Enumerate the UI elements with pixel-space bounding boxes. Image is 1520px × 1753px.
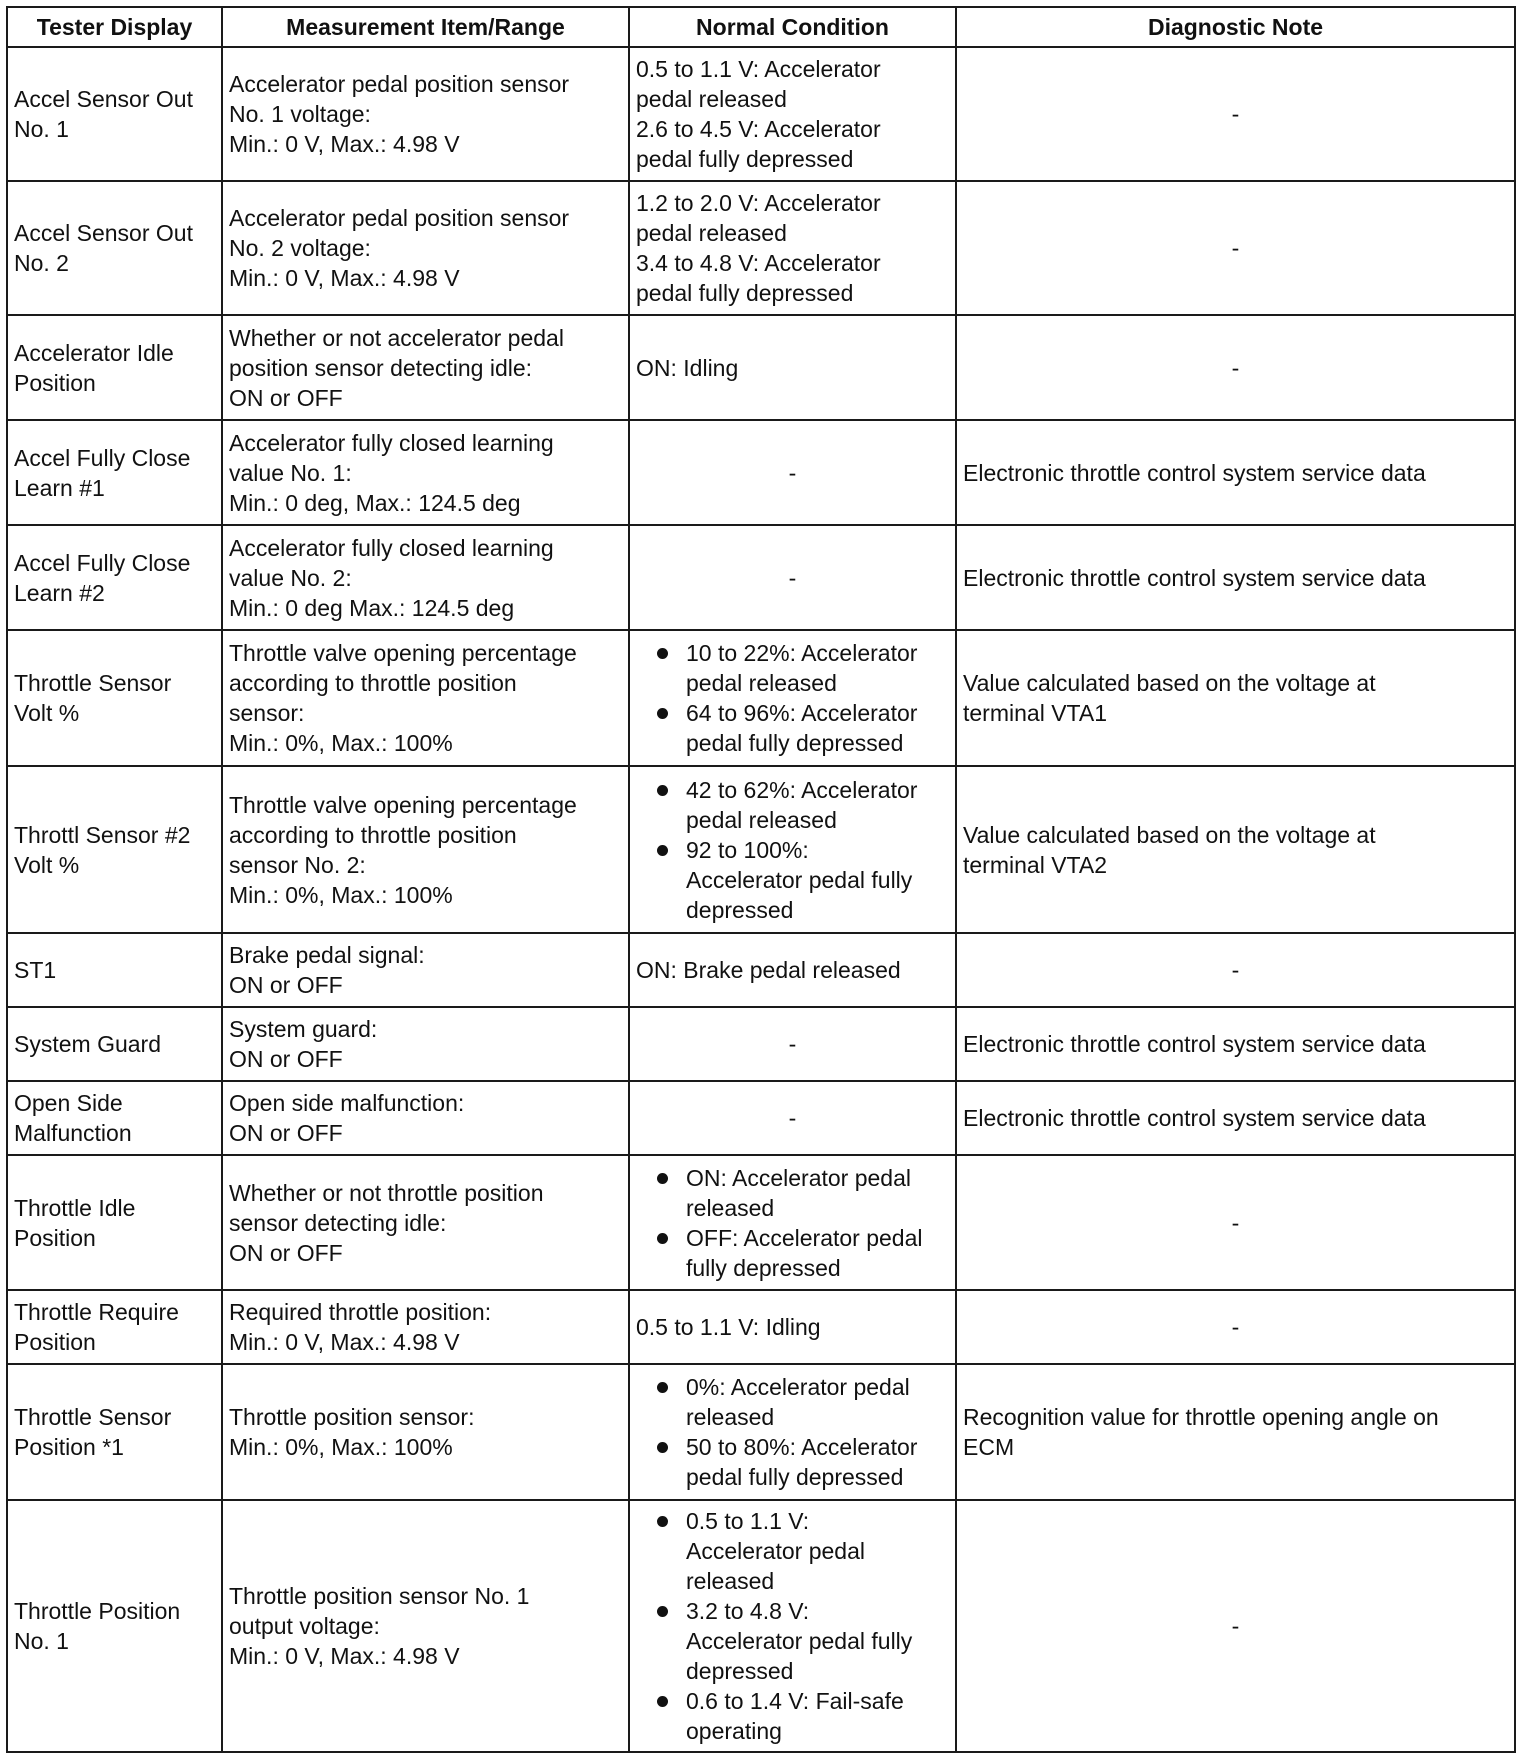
tester-display-cell: ST1 (7, 933, 222, 1007)
diagnostic-note-cell: - (956, 47, 1515, 181)
list-item: 92 to 100%: Accelerator pedal fully depressed (636, 835, 949, 925)
tester-display-cell: Accel Fully Close Learn #1 (7, 420, 222, 525)
tester-display-cell: Accel Sensor Out No. 1 (7, 47, 222, 181)
tester-display-cell: System Guard (7, 1007, 222, 1081)
measurement-cell: Accelerator pedal position sensor No. 2 voltage: Min.: 0 V, Max.: 4.98 V (222, 181, 629, 315)
measurement-cell: System guard: ON or OFF (222, 1007, 629, 1081)
table-row (7, 766, 1515, 933)
table-row (7, 1500, 1515, 1752)
table-row (7, 1007, 1515, 1081)
list-item: 42 to 62%: Accelerator pedal released (636, 775, 949, 835)
tester-display-cell: Throttle Idle Position (7, 1155, 222, 1290)
measurement-cell: Throttle position sensor No. 1 output voltage: Min.: 0 V, Max.: 4.98 V (222, 1500, 629, 1752)
bullet-icon (657, 648, 668, 659)
bullet-icon (657, 1382, 668, 1393)
diagnostic-note-cell: Electronic throttle control system service data (956, 525, 1515, 630)
table-row (7, 933, 1515, 1007)
bullet-list (636, 638, 949, 758)
normal-condition-cell (629, 1364, 956, 1500)
diagnostic-note-cell: Value calculated based on the voltage at terminal VTA1 (956, 630, 1515, 766)
normal-condition-cell (629, 630, 956, 766)
list-item: 0.6 to 1.4 V: Fail-safe operating (636, 1686, 949, 1746)
diagnostic-note-cell: Recognition value for throttle opening angle on ECM (956, 1364, 1515, 1500)
table-row (7, 47, 1515, 181)
bullet-list (636, 1372, 949, 1492)
bullet-icon (657, 1233, 668, 1244)
diagnostic-note-cell: Electronic throttle control system service data (956, 420, 1515, 525)
list-item: 0.5 to 1.1 V: Accelerator pedal released (636, 1506, 949, 1596)
diagnostic-note-cell: - (956, 1155, 1515, 1290)
bullet-icon (657, 785, 668, 796)
table-row (7, 1290, 1515, 1364)
header-diagnostic-note: Diagnostic Note (956, 7, 1515, 47)
tester-display-cell: Throttl Sensor #2 Volt % (7, 766, 222, 933)
tester-display-cell: Open Side Malfunction (7, 1081, 222, 1155)
normal-condition-cell: 0.5 to 1.1 V: Accelerator pedal released 2.6 to 4.5 V: Accelerator pedal fully depressed (629, 47, 956, 181)
diagnostic-note-cell: Electronic throttle control system service data (956, 1007, 1515, 1081)
measurement-cell: Throttle valve opening percentage according to throttle position sensor: Min.: 0%, Max.: 100% (222, 630, 629, 766)
measurement-cell: Whether or not throttle position sensor detecting idle: ON or OFF (222, 1155, 629, 1290)
measurement-cell: Whether or not accelerator pedal position sensor detecting idle: ON or OFF (222, 315, 629, 420)
list-item: 64 to 96%: Accelerator pedal fully depressed (636, 698, 949, 758)
diagnostic-note-cell: - (956, 315, 1515, 420)
normal-condition-cell: - (629, 1081, 956, 1155)
tester-display-cell: Throttle Position No. 1 (7, 1500, 222, 1752)
data-list-table (6, 6, 1516, 1753)
measurement-cell: Brake pedal signal: ON or OFF (222, 933, 629, 1007)
bullet-icon (657, 708, 668, 719)
tester-display-cell: Throttle Sensor Position *1 (7, 1364, 222, 1500)
list-item: 50 to 80%: Accelerator pedal fully depressed (636, 1432, 949, 1492)
bullet-icon (657, 1442, 668, 1453)
tester-display-cell: Accelerator Idle Position (7, 315, 222, 420)
normal-condition-cell (629, 1155, 956, 1290)
list-item: 3.2 to 4.8 V: Accelerator pedal fully depressed (636, 1596, 949, 1686)
table-row (7, 1155, 1515, 1290)
bullet-list (636, 775, 949, 925)
measurement-cell: Throttle position sensor: Min.: 0%, Max.: 100% (222, 1364, 629, 1500)
measurement-cell: Accelerator fully closed learning value No. 2: Min.: 0 deg Max.: 124.5 deg (222, 525, 629, 630)
tester-display-cell: Throttle Require Position (7, 1290, 222, 1364)
bullet-icon (657, 1606, 668, 1617)
normal-condition-cell: 1.2 to 2.0 V: Accelerator pedal released 3.4 to 4.8 V: Accelerator pedal fully depressed (629, 181, 956, 315)
tester-display-cell: Accel Sensor Out No. 2 (7, 181, 222, 315)
diagnostic-note-cell: - (956, 181, 1515, 315)
list-item: ON: Accelerator pedal released (636, 1163, 949, 1223)
bullet-icon (657, 1173, 668, 1184)
normal-condition-cell: 0.5 to 1.1 V: Idling (629, 1290, 956, 1364)
header-tester-display: Tester Display (7, 7, 222, 47)
header-row (7, 7, 1515, 47)
measurement-cell: Throttle valve opening percentage according to throttle position sensor No. 2: Min.: 0%, Max.: 100% (222, 766, 629, 933)
header-normal-condition: Normal Condition (629, 7, 956, 47)
bullet-icon (657, 1516, 668, 1527)
normal-condition-cell: ON: Brake pedal released (629, 933, 956, 1007)
normal-condition-cell (629, 1500, 956, 1752)
table-row (7, 525, 1515, 630)
table-row (7, 420, 1515, 525)
header-measurement-item-range: Measurement Item/Range (222, 7, 629, 47)
bullet-icon (657, 1696, 668, 1707)
bullet-icon (657, 845, 668, 856)
diagnostic-note-cell: - (956, 1290, 1515, 1364)
list-item: 10 to 22%: Accelerator pedal released (636, 638, 949, 698)
measurement-cell: Accelerator fully closed learning value No. 1: Min.: 0 deg, Max.: 124.5 deg (222, 420, 629, 525)
measurement-cell: Accelerator pedal position sensor No. 1 voltage: Min.: 0 V, Max.: 4.98 V (222, 47, 629, 181)
diagnostic-note-cell: Value calculated based on the voltage at terminal VTA2 (956, 766, 1515, 933)
bullet-list (636, 1163, 949, 1283)
list-item: OFF: Accelerator pedal fully depressed (636, 1223, 949, 1283)
table-row (7, 315, 1515, 420)
table-row (7, 1081, 1515, 1155)
diagnostic-note-cell: - (956, 933, 1515, 1007)
diagnostic-note-cell: - (956, 1500, 1515, 1752)
diagnostic-note-cell: Electronic throttle control system service data (956, 1081, 1515, 1155)
list-item: 0%: Accelerator pedal released (636, 1372, 949, 1432)
table-row (7, 181, 1515, 315)
table-row (7, 1364, 1515, 1500)
normal-condition-cell: - (629, 525, 956, 630)
tester-display-cell: Accel Fully Close Learn #2 (7, 525, 222, 630)
normal-condition-cell: ON: Idling (629, 315, 956, 420)
bullet-list (636, 1506, 949, 1746)
measurement-cell: Open side malfunction: ON or OFF (222, 1081, 629, 1155)
measurement-cell: Required throttle position: Min.: 0 V, Max.: 4.98 V (222, 1290, 629, 1364)
normal-condition-cell: - (629, 1007, 956, 1081)
normal-condition-cell (629, 766, 956, 933)
table-row (7, 630, 1515, 766)
tester-display-cell: Throttle Sensor Volt % (7, 630, 222, 766)
normal-condition-cell: - (629, 420, 956, 525)
